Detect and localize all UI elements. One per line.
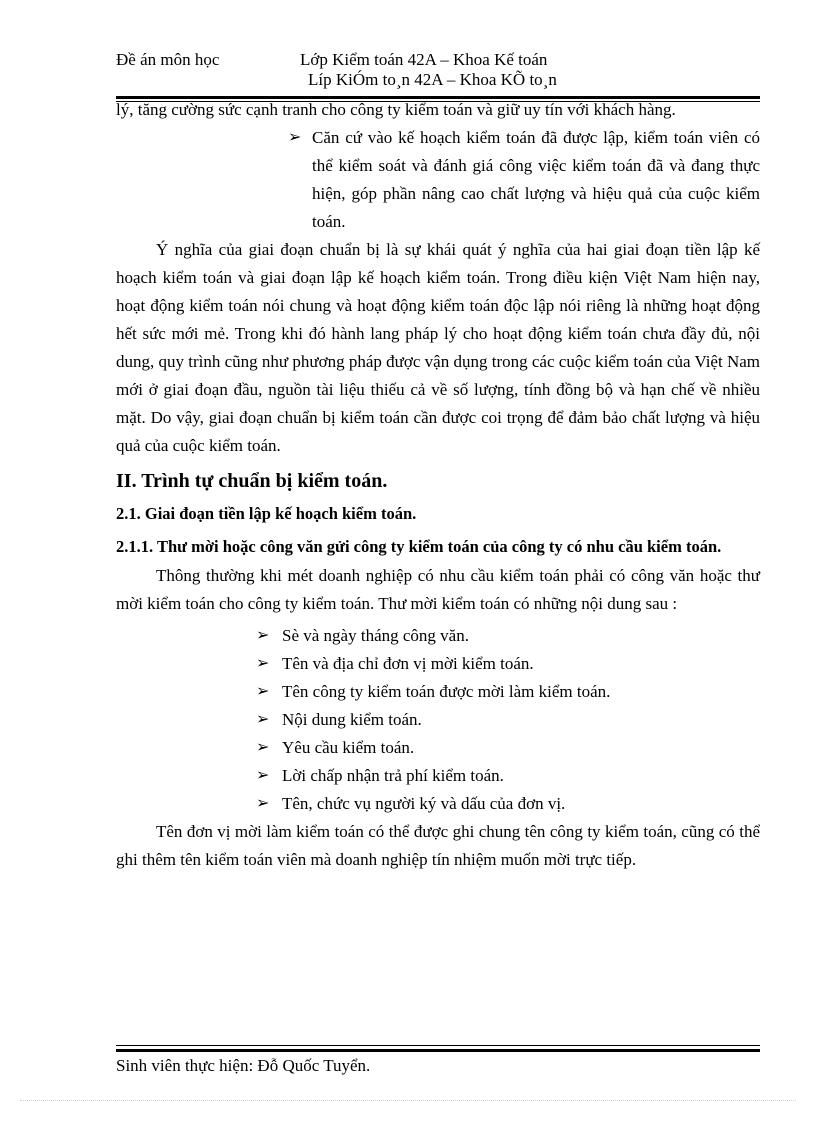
arrow-bullet-icon: ➢ [256,711,270,728]
arrow-list-item-text: Căn cứ vào kế hoạch kiểm toán đã được lập, kiểm toán viên có thể kiểm soát và đánh giá công việc kiểm toán đã và đang thực hiện, góp phần nâng cao chất lượng và hiệu quả của cuộc kiểm toán. [312,128,760,231]
header-class [300,50,557,90]
paragraph-meaning: Ý nghĩa của giai đoạn chuẩn bị là sự khái quát ý nghĩa của hai giai đoạn tiền lập kế hoạch kiểm toán và giai đoạn lập kế hoạch kiểm toán. Trong điều kiện Việt Nam hiện nay, hoạt động kiểm toán nói chung và hoạt động kiểm toán độc lập nói riêng là những hoạt động hết sức mới mẻ. Trong khi đó hành lang pháp lý cho hoạt động kiểm toán chưa đầy đủ, nội dung, quy trình cũng như phương pháp được vận dụng trong các cuộc kiểm toán của Việt Nam mới ở giai đoạn đầu, nguồn tài liệu thiếu cả về số lượng, tính đồng bộ và hạn chế về nhiều mặt. Do vậy, giai đoạn chuẩn bị kiểm toán cần được coi trọng để đảm bảo chất lượng và hiệu quả của cuộc kiểm toán. [116,240,760,455]
paragraph-closing: Tên đơn vị mời làm kiểm toán có thể được ghi chung tên công ty kiểm toán, cũng có thể ghi thêm tên kiểm toán viên mà doanh nghiệp tín nhiệm muốn mời trực tiếp. [116,822,760,869]
header-class-line2: Líp KiÓm to¸n 42A – Khoa KÕ to¸n [308,70,557,89]
page-edge-dots [20,1100,796,1101]
paragraph-continued: lý, tăng cường sức cạnh tranh cho công ty kiểm toán và giữ uy tín với khách hàng. [116,100,676,119]
list-item: ➢ Tên công ty kiểm toán được mời làm kiểm toán. [256,678,760,706]
list-item: ➢ Lời chấp nhận trả phí kiểm toán. [256,762,760,790]
footer-rule-thin [116,1045,760,1046]
list-item: ➢ Nội dung kiểm toán. [256,706,760,734]
header-course: Đề án môn học [116,50,220,69]
page-body [116,96,760,874]
arrow-bullet-icon: ➢ [256,767,270,784]
subsection-heading-2-1: 2.1. Giai đoạn tiền lập kế hoạch kiểm toán. [116,504,417,523]
invitation-contents-list [116,622,760,818]
footer-rule-thick [116,1049,760,1052]
arrow-bullet-icon: ➢ [256,627,270,644]
header-class-line1: Lớp Kiểm toán 42A – Khoa Kế toán [300,50,548,69]
footer-student: Sinh viên thực hiện: Đỗ Quốc Tuyển. [116,1056,371,1075]
arrow-bullet-icon: ➢ [288,129,302,146]
arrow-list-item [288,124,760,236]
list-item: ➢ Yêu cầu kiểm toán. [256,734,760,762]
arrow-bullet-icon: ➢ [256,795,270,812]
paragraph-intro: Thông thường khi mét doanh nghiệp có nhu cầu kiểm toán phải có công văn hoặc thư mời kiểm toán cho công ty kiểm toán. Thư mời kiểm toán có những nội dung sau : [116,566,760,613]
list-item: ➢ Sè và ngày tháng công văn. [256,622,760,650]
subsection-heading-2-1-1: 2.1.1. Thư mời hoặc công văn gửi công ty kiểm toán của công ty có nhu cầu kiểm toán. [116,537,722,556]
arrow-bullet-icon: ➢ [256,683,270,700]
list-item: ➢ Tên, chức vụ người ký và dấu của đơn vị. [256,790,760,818]
section-heading: II. Trình tự chuẩn bị kiểm toán. [116,470,388,492]
list-item: ➢ Tên và địa chỉ đơn vị mời kiểm toán. [256,650,760,678]
arrow-bullet-icon: ➢ [256,739,270,756]
arrow-bullet-icon: ➢ [256,655,270,672]
